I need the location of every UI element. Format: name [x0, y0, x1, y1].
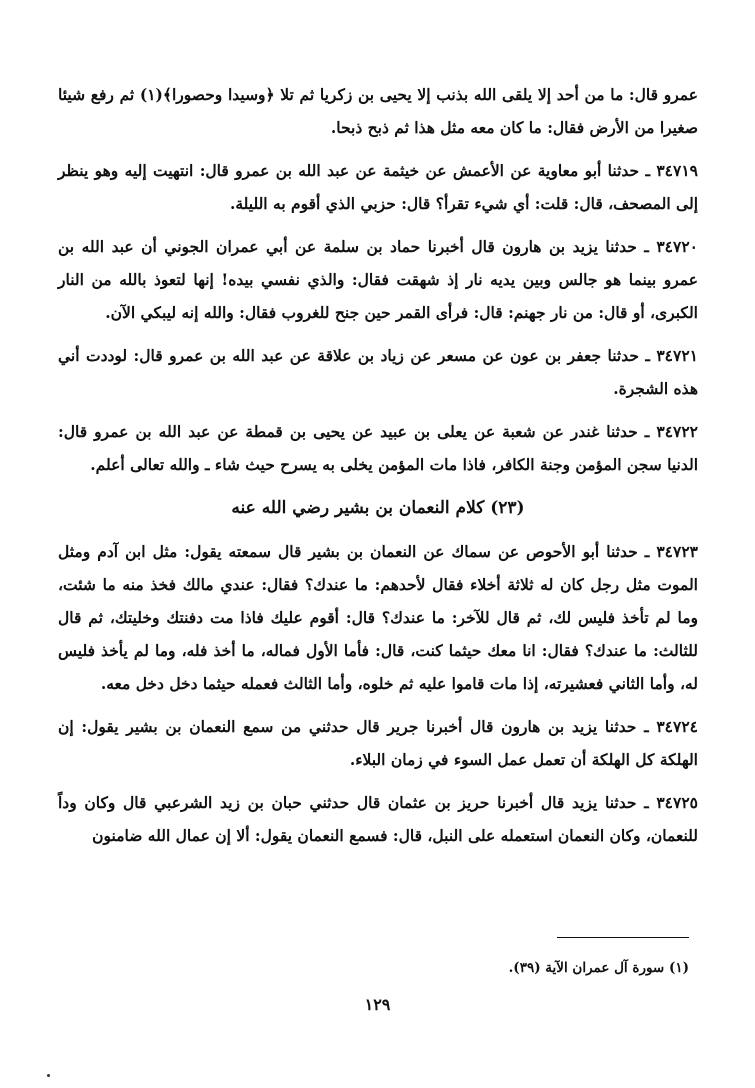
hadith-34722 [58, 415, 698, 481]
hadith-text: ـ حدثنا غندر عن شعبة عن يعلى بن عبيد عن يحيى بن قمطة عن عبد الله بن عمرو قال: الدنيا سجن المؤمن وجنة الكافر، فاذا مات المؤمن يخلى به يسرح حيث شاء ـ والله تعالى أعلم. [58, 422, 698, 474]
hadith-34720 [58, 230, 698, 329]
footnote-divider [557, 937, 689, 938]
hadith-34721 [58, 339, 698, 405]
paragraph-intro [58, 78, 698, 144]
hadith-text: ـ حدثنا يزيد بن هارون قال أخبرنا حماد بن سلمة عن أبي عمران الجوني أن عبد الله بن عمرو بينما هو جالس وبين يديه نار إذ شهقت فقال: والذي نفسي بيده! إنها لتعوذ بالله من النار الكبرى، أو قال: من نار جهنم: قال: فرأى القمر حين جنح للغروب فقال: والله إنه ليبكي الآن. [58, 237, 698, 322]
hadith-text: ـ حدثنا يزيد بن هارون قال أخبرنا جرير قال حدثني من سمع النعمان بن بشير يقول: إن الهلكة كل الهلكة أن تعمل عمل السوء في زمان البلاء. [58, 717, 698, 769]
hadith-text: ـ حدثنا أبو معاوية عن الأعمش عن خيثمة عن عبد الله بن عمرو قال: انتهيت إليه وهو ينظر إلى المصحف، قال: قلت: أي شيء تقرأ؟ قال: حزبي الذي أقوم به الليلة. [58, 161, 698, 213]
hadith-text: ـ حدثنا أبو الأحوص عن سماك عن النعمان بن بشير قال سمعته يقول: مثل ابن آدم ومثل الموت مثل رجل كان له ثلاثة أخلاء فقال لأحدهم: ما عندك؟ فقال: عندي مالك فخذ منه ما شئت، وما لم تأخذ فليس لك، ثم قال للآخر: ما عندك؟ قال: أقوم عليك فاذا مت دفنتك وخليتك، ثم قال للثالث: ما عندك؟ فقال: انا معك حيثما كنت، قال: فأما الأول فماله، ما أخذ فله، وما لم يأخذ فليس له، وأما الثاني فعشيرته، إذا مات قاموا عليه ثم خلوه، وأما الثالث فعمله حيثما دخل دخل معه. [58, 542, 698, 693]
hadith-34719 [58, 154, 698, 220]
hadith-number: ٣٤٧٢٥ [656, 793, 698, 812]
hadith-number: ٣٤٧١٩ [656, 161, 698, 180]
hadith-text: ـ حدثنا جعفر بن عون عن مسعر عن زياد بن علاقة عن عبد الله بن عمرو قال: لوددت أني هذه الشجرة. [58, 346, 698, 398]
hadith-number: ٣٤٧٢١ [656, 346, 698, 365]
main-text-top [58, 78, 698, 862]
section-heading: (٢٣) كلام النعمان بن بشير رضي الله عنه [231, 498, 525, 518]
hadith-number: ٣٤٧٢٣ [656, 542, 698, 561]
page-number: ١٢٩ [364, 995, 391, 1014]
hadith-number: ٣٤٧٢٢ [656, 422, 699, 441]
hadith-34723 [58, 535, 698, 700]
hadith-34725 [58, 786, 698, 852]
scan-speck [47, 1074, 50, 1077]
footnote: (١) سورة آل عمران الآية (٣٩). [508, 960, 689, 976]
hadith-number: ٣٤٧٢٠ [656, 237, 698, 256]
hadith-34724 [58, 710, 698, 776]
hadith-number: ٣٤٧٢٤ [656, 717, 698, 736]
hadith-text: ـ حدثنا يزيد قال أخبرنا حريز بن عثمان قال حدثني حبان بن زيد الشرعبي قال وكان وداً للنعمان، وكان النعمان استعمله على النبل، قال: فسمع النعمان يقول: ألا إن عمال الله ضامنون [58, 793, 698, 845]
paragraph-text: عمرو قال: ما من أحد إلا يلقى الله بذنب إلا يحيى بن زكريا ثم تلا ﴿وسيدا وحصورا﴾(١) ثم رفع شيئا صغيرا من الأرض فقال: ما كان معه مثل هذا ثم ذبح ذبحا. [58, 85, 698, 137]
